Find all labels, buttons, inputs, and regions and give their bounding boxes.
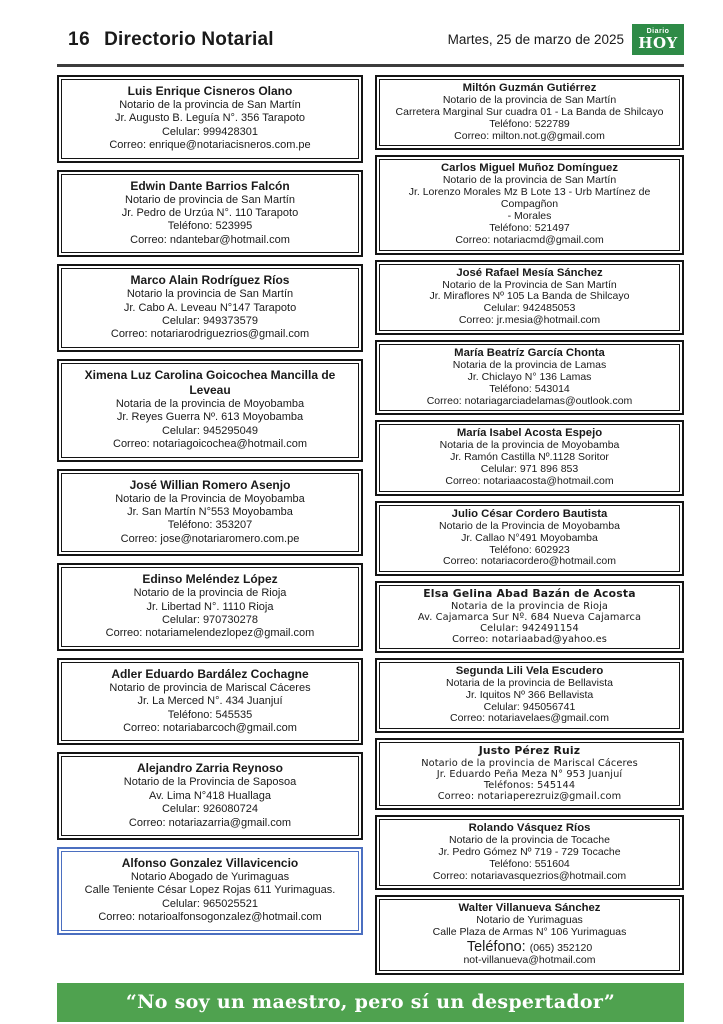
header-right bbox=[448, 24, 684, 55]
notary-detail-line: Jr. Ramón Castilla Nº.1128 Soritor bbox=[450, 451, 609, 464]
notary-detail-line: Teléfono: 523995 bbox=[167, 220, 253, 233]
notary-detail-line: Celular: 971 896 853 bbox=[480, 463, 579, 476]
notary-name: Alfonso Gonzalez Villavicencio bbox=[121, 856, 299, 870]
notary-card bbox=[375, 815, 684, 890]
notary-detail-line: Av. Cajamarca Sur Nº. 684 Nueva Cajamarca bbox=[417, 611, 642, 623]
notary-detail-line: Correo: notariagoicochea@hotmail.com bbox=[113, 438, 307, 451]
notary-detail-line: Teléfonos: 545144 bbox=[483, 779, 576, 791]
notary-detail-line: Correo: ndantebar@hotmail.com bbox=[130, 233, 290, 246]
notary-detail-line: Celular: 965025521 bbox=[161, 897, 259, 910]
notary-detail-line: Notario de provincia de San Martín bbox=[125, 193, 295, 206]
notary-detail-line: Calle Teniente César Lopez Rojas 611 Yurimaguas. bbox=[84, 884, 336, 897]
notary-card bbox=[57, 170, 363, 258]
notary-name: Alejandro Zarria Reynoso bbox=[136, 761, 284, 776]
notary-card-inner bbox=[379, 424, 680, 491]
notary-detail-line: Correo: notariacmd@gmail.com bbox=[455, 233, 604, 246]
notary-card bbox=[375, 895, 684, 975]
diario-hoy-logo bbox=[632, 24, 684, 55]
notary-detail-line: Correo: notariaacosta@hotmail.com bbox=[445, 474, 614, 487]
notary-name: José Rafael Mesía Sánchez bbox=[456, 266, 603, 279]
notary-card bbox=[57, 847, 363, 935]
notary-detail-line: Teléfono: 545535 bbox=[167, 708, 253, 721]
notary-detail-line: Notario de la Provincia de Moyobamba bbox=[439, 519, 620, 532]
notary-detail-line: Correo: enrique@notariacisneros.com.pe bbox=[109, 139, 311, 152]
notary-detail-line: Correo: jose@notariaromero.com.pe bbox=[120, 532, 300, 545]
notary-detail-line: Jr. Libertad N°. 1110 Rioja bbox=[146, 600, 274, 613]
notary-detail-line: Notario de la Provincia de Moyobamba bbox=[115, 492, 305, 505]
notary-card-inner bbox=[61, 851, 359, 931]
notary-name: Edinso Meléndez López bbox=[142, 572, 278, 587]
notary-card-inner bbox=[379, 742, 680, 806]
notary-detail-line: Notario de la provincia de Rioja bbox=[133, 587, 287, 600]
notary-card bbox=[375, 738, 684, 810]
notary-card-inner bbox=[61, 756, 359, 836]
notary-detail-line: Jr. Cabo A. Leveau N°147 Tarapoto bbox=[123, 301, 297, 314]
notary-card-inner bbox=[61, 268, 359, 348]
notary-detail-line: Correo: notariarodriguezrios@gmail.com bbox=[110, 328, 310, 341]
notary-card-inner bbox=[379, 264, 680, 331]
notary-detail-line: Av. Lima N°418 Huallaga bbox=[148, 789, 271, 802]
notary-card-inner bbox=[61, 662, 359, 742]
notary-detail-line: Celular: 945295049 bbox=[161, 424, 259, 437]
notary-card-inner bbox=[379, 79, 680, 146]
notary-detail-line: Jr. Chiclayo N° 136 Lamas bbox=[467, 370, 592, 383]
notary-detail-line: Jr. Iquitos Nº 366 Bellavista bbox=[465, 688, 594, 701]
notary-detail-line: Notaria de la provincia de Moyobamba bbox=[115, 397, 305, 410]
notary-detail-line: Calle Plaza de Armas N° 106 Yurimaguas bbox=[432, 926, 627, 939]
notary-detail-line: Jr. Lorenzo Morales Mz B Lote 13 - Urb Martínez de Compagñon bbox=[408, 186, 651, 211]
notary-detail-line: Celular: 942485053 bbox=[483, 302, 576, 315]
notary-detail-line: Jr. Miraflores Nº 105 La Banda de Shilcayo bbox=[429, 290, 630, 303]
notary-name: Walter Villanueva Sánchez bbox=[458, 902, 601, 915]
right-column bbox=[375, 75, 684, 980]
notary-detail-line: Correo: notariaperezruiz@gmail.com bbox=[437, 790, 622, 802]
notary-detail-line: Notario de la provincia de San Martín bbox=[442, 93, 617, 106]
notary-detail-line: Notario de la Provincia de Saposoa bbox=[123, 776, 297, 789]
notary-detail-line: Carretera Marginal Sur cuadra 01 - La Banda de Shilcayo bbox=[395, 105, 664, 118]
notary-detail-line bbox=[385, 939, 674, 955]
notary-card-inner bbox=[379, 819, 680, 886]
notary-card bbox=[375, 260, 684, 335]
notary-name: Elsa Gelina Abad Bazán de Acosta bbox=[423, 587, 636, 601]
notary-detail-line: Notaria de la provincia de Bellavista bbox=[446, 676, 613, 689]
notary-detail-line: Teléfono: 522789 bbox=[489, 117, 570, 130]
notary-card bbox=[375, 75, 684, 150]
notary-detail-line: - Morales bbox=[507, 209, 552, 222]
header-title-group bbox=[57, 29, 274, 51]
notary-detail-line: Correo: notariazarria@gmail.com bbox=[128, 816, 292, 829]
notary-name: José Willian Romero Asenjo bbox=[129, 477, 291, 492]
notary-card bbox=[57, 563, 363, 651]
notary-detail-line: Jr. Callao N°491 Moyobamba bbox=[461, 531, 598, 544]
notary-detail-line: Correo: notariacordero@hotmail.com bbox=[443, 555, 616, 568]
notary-detail-line: Notaria de la provincia de Rioja bbox=[450, 600, 609, 612]
notary-card bbox=[375, 340, 684, 415]
notary-card-inner bbox=[61, 473, 359, 553]
notary-card bbox=[57, 752, 363, 840]
notary-card-inner bbox=[379, 585, 680, 649]
notary-card bbox=[375, 420, 684, 495]
notary-detail-line: Jr. Reyes Guerra Nº. 613 Moyobamba bbox=[116, 411, 304, 424]
notary-detail-line: Correo: notariagarciadelamas@outlook.com bbox=[426, 394, 633, 407]
header-divider bbox=[57, 64, 684, 67]
notary-detail-line: Correo: notariaabad@yahoo.es bbox=[452, 633, 607, 645]
notary-detail-line: Correo: notariamelendezlopez@gmail.com bbox=[105, 627, 315, 640]
notary-detail-line: Celular: 999428301 bbox=[161, 125, 259, 138]
notary-card bbox=[57, 264, 363, 352]
notary-card-inner bbox=[379, 662, 680, 729]
notary-card-inner bbox=[61, 79, 359, 159]
notary-name: Ximena Luz Carolina Goicochea Mancilla de Leveau bbox=[84, 367, 336, 397]
notary-card-inner bbox=[61, 174, 359, 254]
notary-detail-line: Correo: notariabarcoch@gmail.com bbox=[123, 721, 297, 734]
notary-name: María Beatríz García Chonta bbox=[454, 346, 605, 359]
notary-detail-line: Jr. Eduardo Peña Meza N° 953 Juanjuí bbox=[436, 768, 623, 780]
notary-detail-line: Celular: 970730278 bbox=[161, 613, 259, 626]
notary-detail-line: Notario de la Provincia de San Martín bbox=[442, 278, 617, 291]
header bbox=[57, 0, 684, 64]
notary-card bbox=[57, 75, 363, 163]
notary-detail-line: Notario de la provincia de San Martín bbox=[442, 174, 617, 187]
notary-name: Edwin Dante Barrios Falcón bbox=[130, 178, 290, 193]
notary-name: Miltón Guzmán Gutiérrez bbox=[462, 82, 597, 94]
notary-detail-line: Correo: notariavasquezrios@hotmail.com bbox=[432, 869, 627, 882]
notary-detail-line: Celular: 942491154 bbox=[480, 622, 579, 634]
notary-detail-line: Notario Abogado de Yurimaguas bbox=[130, 871, 290, 883]
page-number: 16 bbox=[68, 28, 91, 50]
notary-card bbox=[375, 501, 684, 576]
notary-card bbox=[375, 155, 684, 254]
notary-name: Julio César Cordero Bautista bbox=[451, 507, 608, 520]
notary-name: Justo Pérez Ruiz bbox=[478, 744, 581, 758]
notary-card-inner bbox=[61, 363, 359, 458]
quote-banner: “No soy un maestro, pero sí un despertador” bbox=[57, 983, 684, 1022]
left-column bbox=[57, 75, 363, 942]
notary-card-inner bbox=[379, 344, 680, 411]
notary-name: Luis Enrique Cisneros Olano bbox=[127, 84, 293, 98]
notary-detail-line: Jr. La Merced N°. 434 Juanjuí bbox=[137, 695, 283, 708]
notary-detail-line: Celular: 949373579 bbox=[161, 315, 259, 328]
notary-detail-line: Notario de la provincia de Mariscal Cáceres bbox=[421, 757, 638, 769]
notary-detail-line: Notario de Yurimaguas bbox=[476, 914, 583, 927]
notary-detail-line: Jr. San Martín N°553 Moyobamba bbox=[127, 505, 293, 518]
notary-detail-line: Jr. Pedro Gómez Nº 719 - 729 Tocache bbox=[438, 845, 621, 858]
notary-detail-line: Celular: 926080724 bbox=[161, 803, 259, 816]
notary-detail-line: Teléfono: 543014 bbox=[489, 382, 570, 395]
logo-diario-text: Diario bbox=[646, 28, 670, 35]
notary-detail-line: Correo: notariavelaes@gmail.com bbox=[450, 712, 609, 725]
logo-hoy-text: HOY bbox=[638, 34, 678, 52]
notary-name: Segunda Lili Vela Escudero bbox=[455, 664, 604, 677]
notary-detail-line: Notario de provincia de Mariscal Cáceres bbox=[109, 681, 311, 694]
phone-label-large: Teléfono: bbox=[466, 939, 530, 956]
notary-detail-line: Teléfono: 602923 bbox=[489, 543, 570, 556]
notary-card bbox=[375, 581, 684, 653]
notary-detail-line: Notario de la provincia de Tocache bbox=[449, 833, 610, 846]
notary-name: Carlos Miguel Muñoz Domínguez bbox=[441, 162, 618, 175]
page-title: Directorio Notarial bbox=[104, 28, 274, 50]
notary-card-inner bbox=[379, 159, 680, 250]
notary-name: Rolando Vásquez Ríos bbox=[468, 821, 591, 834]
notary-card bbox=[57, 658, 363, 746]
notary-detail-line: not-villanueva@hotmail.com bbox=[463, 954, 596, 967]
notary-card bbox=[57, 359, 363, 462]
notary-detail-line: Teléfono: 551604 bbox=[489, 857, 570, 870]
notary-detail-line: Correo: jr.mesia@hotmail.com bbox=[458, 314, 601, 327]
notary-detail-line: Jr. Augusto B. Leguía N°. 356 Tarapoto bbox=[114, 112, 306, 125]
notary-card-inner bbox=[379, 899, 680, 971]
directory-columns bbox=[57, 75, 684, 980]
notary-card-inner bbox=[379, 505, 680, 572]
notary-card bbox=[57, 469, 363, 557]
notary-detail-line: Notario la provincia de San Martín bbox=[126, 288, 294, 301]
notary-name: Marco Alain Rodríguez Ríos bbox=[130, 273, 290, 288]
notary-detail-line: Notario de la provincia de San Martín bbox=[119, 99, 301, 111]
header-date: Martes, 25 de marzo de 2025 bbox=[447, 32, 624, 47]
notary-detail-line: Teléfono: 353207 bbox=[167, 519, 253, 532]
notary-detail-line: Notaria de la provincia de Moyobamba bbox=[439, 439, 620, 452]
notary-card-inner bbox=[61, 567, 359, 647]
notary-card bbox=[375, 658, 684, 733]
phone-number: (065) 352120 bbox=[529, 942, 593, 955]
notary-detail-line: Correo: milton.not.g@gmail.com bbox=[454, 129, 605, 142]
notary-detail-line: Teléfono: 521497 bbox=[489, 221, 570, 234]
notary-detail-line: Notaria de la provincia de Lamas bbox=[452, 358, 607, 371]
notary-detail-line: Celular: 945056741 bbox=[483, 700, 576, 713]
notary-detail-line: Correo: notarioalfonsogonzalez@hotmail.com bbox=[98, 911, 322, 924]
notary-name: Adler Eduardo Bardález Cochagne bbox=[111, 666, 309, 681]
notary-detail-line: Jr. Pedro de Urzúa N°. 110 Tarapoto bbox=[121, 207, 299, 220]
notary-name: María Isabel Acosta Espejo bbox=[456, 427, 603, 440]
